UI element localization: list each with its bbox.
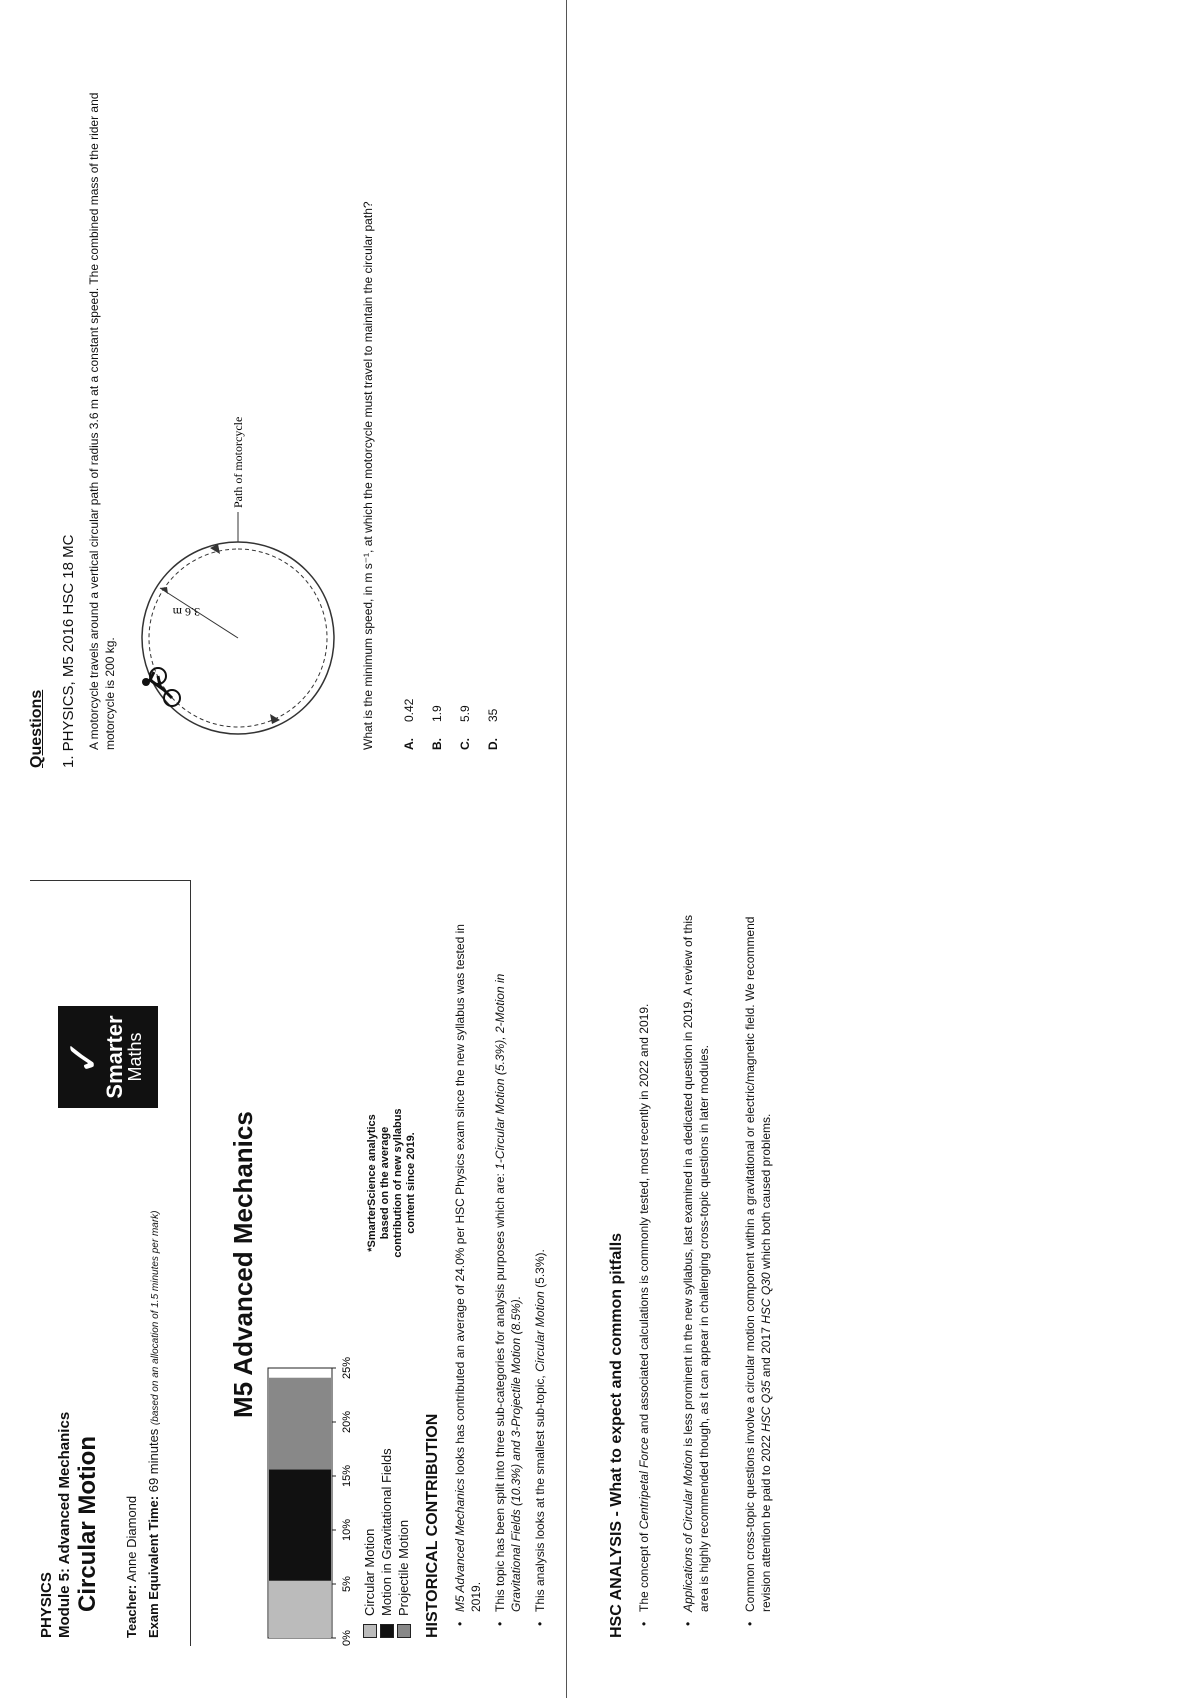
- question-title: 1. PHYSICS, M5 2016 HSC 18 MC: [60, 534, 77, 768]
- smarter-maths-logo: [58, 1006, 158, 1108]
- bullet-text-italic: M5 Advanced Mechanics: [453, 1478, 467, 1612]
- question-prompt: What is the minimum speed, in m s⁻¹, at which the motorcycle must travel to maintain the circular path?: [361, 201, 375, 750]
- bullet-text-italic: Circular Motion: [533, 1291, 547, 1372]
- check-icon: ✓: [59, 1038, 108, 1076]
- hsc-analysis-heading: HSC ANALYSIS - What to expect and common pitfalls: [608, 1232, 625, 1638]
- bullet-text: looks has contributed an average of 24.0% per HSC Physics exam since the new syllabus was tested in 2019.: [453, 924, 483, 1612]
- bullet-text-italic: HSC Q30: [759, 1272, 773, 1324]
- bullet-text: The concept of: [637, 1529, 651, 1612]
- header-box: [30, 880, 191, 1646]
- historical-heading: HISTORICAL CONTRIBUTION: [424, 1413, 441, 1638]
- option-value: 5.9: [458, 705, 472, 722]
- option-c[interactable]: [458, 705, 472, 750]
- legend-item: [379, 1448, 394, 1638]
- bar-segment-2: [269, 1470, 331, 1581]
- x-tick-label: 20%: [341, 1410, 353, 1434]
- x-tick-label: 0%: [341, 1630, 353, 1646]
- subject: PHYSICS: [38, 1572, 55, 1638]
- direction-arrow: [270, 714, 280, 724]
- divider: [566, 0, 567, 1698]
- legend-item: [362, 1448, 377, 1638]
- bullet-text: Common cross-topic questions involve a circular motion component within a gravitational or electric/magnetic field. We recommend revision attention be paid to 2022: [743, 916, 773, 1612]
- chart-legend: [362, 1448, 413, 1638]
- exam-time-note: (based on an allocation of 1.5 minutes per mark): [150, 1210, 161, 1426]
- bullet-text: is less prominent in the new syllabus, last examined in a dedicated question in 2019. A review of this area is highly recommended though, as it can appear in challenging cross-topic questions in later modules.: [681, 914, 711, 1612]
- option-value: 1.9: [430, 705, 444, 722]
- logo-line2: Maths: [125, 1032, 145, 1082]
- bullet-text: This topic has been split into three sub-categories for analysis purposes which are:: [493, 1169, 507, 1612]
- topic-title: Circular Motion: [74, 1435, 101, 1612]
- hsc-bullet: [636, 912, 652, 1626]
- bullet-text-italic: Applications of Circular Motion: [681, 1449, 695, 1612]
- historical-bullet: [452, 912, 484, 1626]
- option-letter: C.: [458, 738, 472, 750]
- teacher-name: Anne Diamond: [124, 1495, 139, 1582]
- legend-item: [396, 1448, 411, 1638]
- motorcycle-path-diagram: [120, 318, 350, 738]
- question-body: A motorcycle travels around a vertical circular path of radius 3.6 m at a constant speed. The combined mass of the rider and motorcycle is 200 kg.: [87, 92, 117, 750]
- module-title: Module 5: Advanced Mechanics: [56, 1411, 73, 1638]
- bullet-text: and associated calculations is commonly tested, most recently in 2022 and 2019.: [637, 1003, 651, 1438]
- bullet-text-italic: 1-Circular Motion (5.3%), 2-Motion in Gravitational Fields (10.3%) and 3-Projectile Motion (8.5%).: [493, 973, 523, 1612]
- historical-bullet: [492, 912, 524, 1626]
- logo-line1: Smarter: [102, 1015, 127, 1099]
- questions-heading: Questions: [28, 689, 45, 768]
- hsc-bullet: [742, 912, 774, 1626]
- bullet-text: This analysis looks at the smallest sub-topic,: [533, 1371, 547, 1612]
- path-label: Path of motorcycle: [231, 416, 245, 508]
- option-letter: A.: [402, 738, 416, 750]
- exam-time-line: [146, 1211, 161, 1639]
- option-value: 0.42: [402, 698, 416, 722]
- bar-segment-1: [269, 1581, 331, 1638]
- option-b[interactable]: [430, 705, 444, 750]
- x-tick-label: 10%: [341, 1518, 353, 1542]
- exam-time-label: Exam Equivalent Time:: [146, 1495, 161, 1638]
- option-letter: D.: [486, 738, 500, 750]
- bullet-text-italic: Centripetal Force: [637, 1437, 651, 1530]
- chart-footnote: *SmarterScience analytics based on the average contribution of new syllabus content since 2019.: [366, 1108, 417, 1258]
- legend-swatch: [363, 1624, 377, 1638]
- option-value: 35: [486, 708, 500, 722]
- bullet-text: and 2017: [759, 1323, 773, 1381]
- bar-segment-3: [269, 1378, 331, 1470]
- x-tick-label: 25%: [341, 1356, 353, 1380]
- legend-label: Projectile Motion: [396, 1519, 411, 1616]
- option-a[interactable]: [402, 699, 416, 750]
- exam-time-value: 69 minutes: [146, 1428, 161, 1493]
- legend-label: Motion in Gravitational Fields: [379, 1448, 394, 1616]
- chart: [260, 1348, 356, 1668]
- hsc-bullet: [680, 912, 712, 1626]
- bullet-text: which both caused problems.: [759, 1113, 773, 1273]
- x-tick-label: 15%: [341, 1464, 353, 1488]
- radius-label: 3.6 m: [172, 605, 200, 619]
- bullet-text-italic: HSC Q35: [759, 1380, 773, 1432]
- option-d[interactable]: [486, 709, 500, 750]
- option-letter: B.: [430, 738, 444, 750]
- chart-title: M5 Advanced Mechanics: [228, 1111, 258, 1418]
- motorcycle-icon: [142, 668, 180, 706]
- historical-bullet: [532, 912, 548, 1626]
- legend-swatch: [380, 1624, 394, 1638]
- teacher-label: Teacher:: [124, 1584, 139, 1638]
- bullet-text: (5.3%).: [533, 1249, 547, 1292]
- legend-label: Circular Motion: [362, 1528, 377, 1616]
- x-tick-label: 5%: [341, 1576, 353, 1592]
- legend-swatch: [397, 1624, 411, 1638]
- teacher-line: [124, 1496, 139, 1638]
